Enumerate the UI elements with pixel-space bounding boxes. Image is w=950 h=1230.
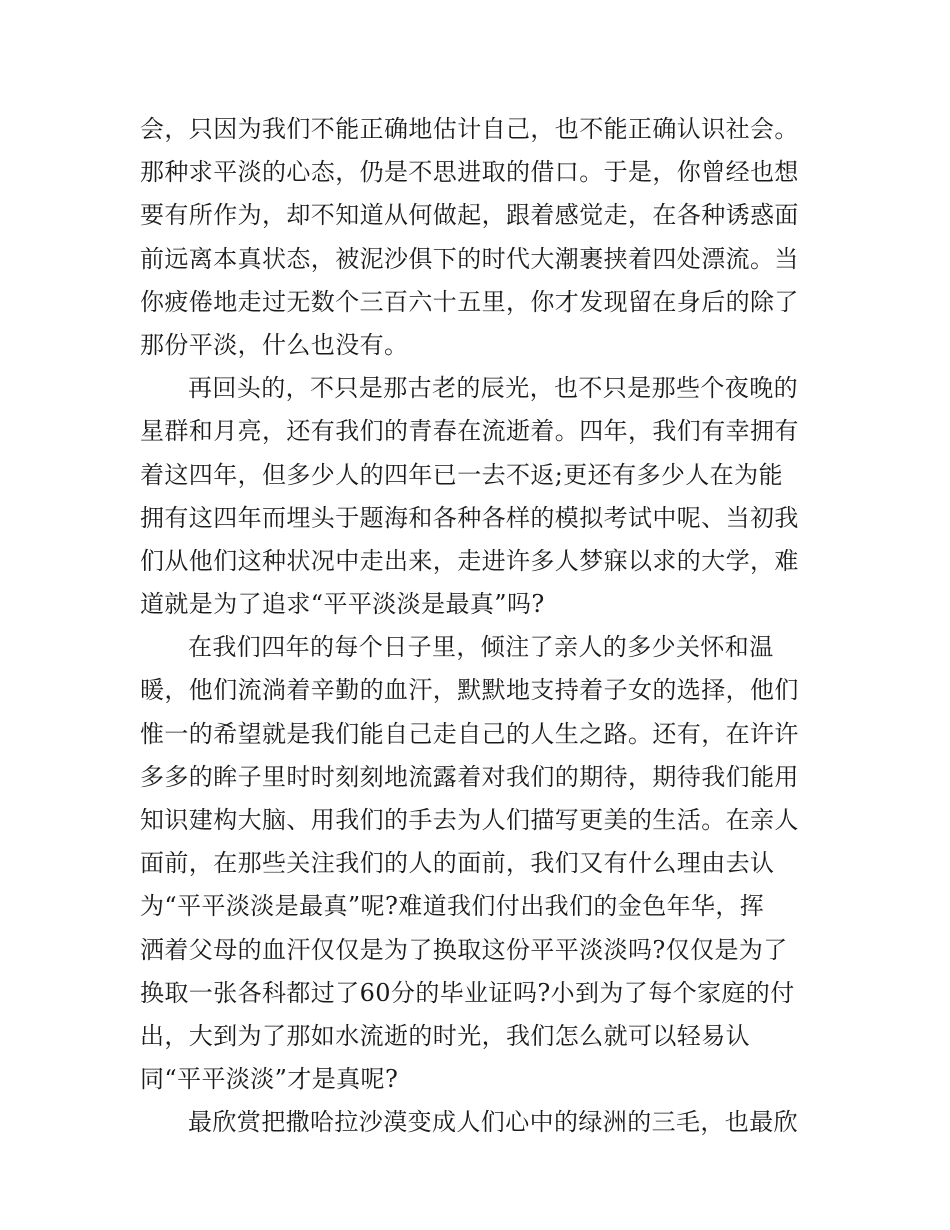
text-line: 道就是为了追求“平平淡淡是最真”吗?: [140, 590, 545, 619]
text-line: 那份平淡，什么也没有。: [140, 330, 409, 359]
text-line: 同“平平淡淡”才是真呢?: [140, 1065, 399, 1094]
text-line: 要有所作为，却不知道从何做起，跟着感觉走，在各种诱惑面: [140, 201, 799, 230]
text-line: 暖，他们流淌着辛勤的血汗，默默地支持着子女的选择，他们: [140, 676, 799, 705]
text-line: 们从他们这种状况中走出来，走进许多人梦寐以求的大学，难: [140, 546, 799, 575]
text-line: 面前，在那些关注我们的人的面前，我们又有什么理由去认: [140, 849, 775, 878]
text-line: 出，大到为了那如水流逝的时光，我们怎么就可以轻易认: [140, 1021, 750, 1050]
text-line: 为“平平淡淡是最真”呢?难道我们付出我们的金色年华，挥: [140, 892, 765, 921]
paragraph-first-line: 在我们四年的每个日子里，倾注了亲人的多少关怀和温: [188, 633, 774, 662]
paragraph-first-line: 最欣赏把撒哈拉沙漠变成人们心中的绿洲的三毛，也最欣: [188, 1108, 798, 1137]
text-line: 着这四年，但多少人的四年已一去不返;更还有多少人在为能: [140, 460, 783, 489]
body-text: [140, 108, 820, 1145]
text-line: 换取一张各科都过了60分的毕业证吗?小到为了每个家庭的付: [140, 978, 795, 1007]
text-line: 那种求平淡的心态，仍是不思进取的借口。于是，你曾经也想: [140, 158, 799, 187]
text-line: 洒着父母的血汗仅仅是为了换取这份平平淡淡吗?仅仅是为了: [140, 935, 788, 964]
text-line: 星群和月亮，还有我们的青春在流逝着。四年，我们有幸拥有: [140, 417, 799, 446]
text-line: 前远离本真状态，被泥沙俱下的时代大潮裹挟着四处漂流。当: [140, 244, 799, 273]
text-line: 知识建构大脑、用我们的手去为人们描写更美的生活。在亲人: [140, 806, 799, 834]
text-line: 拥有这四年而埋头于题海和各种各样的模拟考试中呢、当初我: [140, 503, 799, 532]
paragraph-first-line: 再回头的，不只是那古老的辰光，也不只是那些个夜晚的: [188, 374, 798, 403]
text-line: 多多的眸子里时时刻刻地流露着对我们的期待，期待我们能用: [140, 762, 799, 791]
text-line: 你疲倦地走过无数个三百六十五里，你才发现留在身后的除了: [140, 287, 799, 316]
text-line: 会，只因为我们不能正确地估计自己，也不能正确认识社会。: [140, 115, 799, 143]
text-line: 惟一的希望就是我们能自己走自己的人生之路。还有，在许许: [140, 719, 799, 748]
